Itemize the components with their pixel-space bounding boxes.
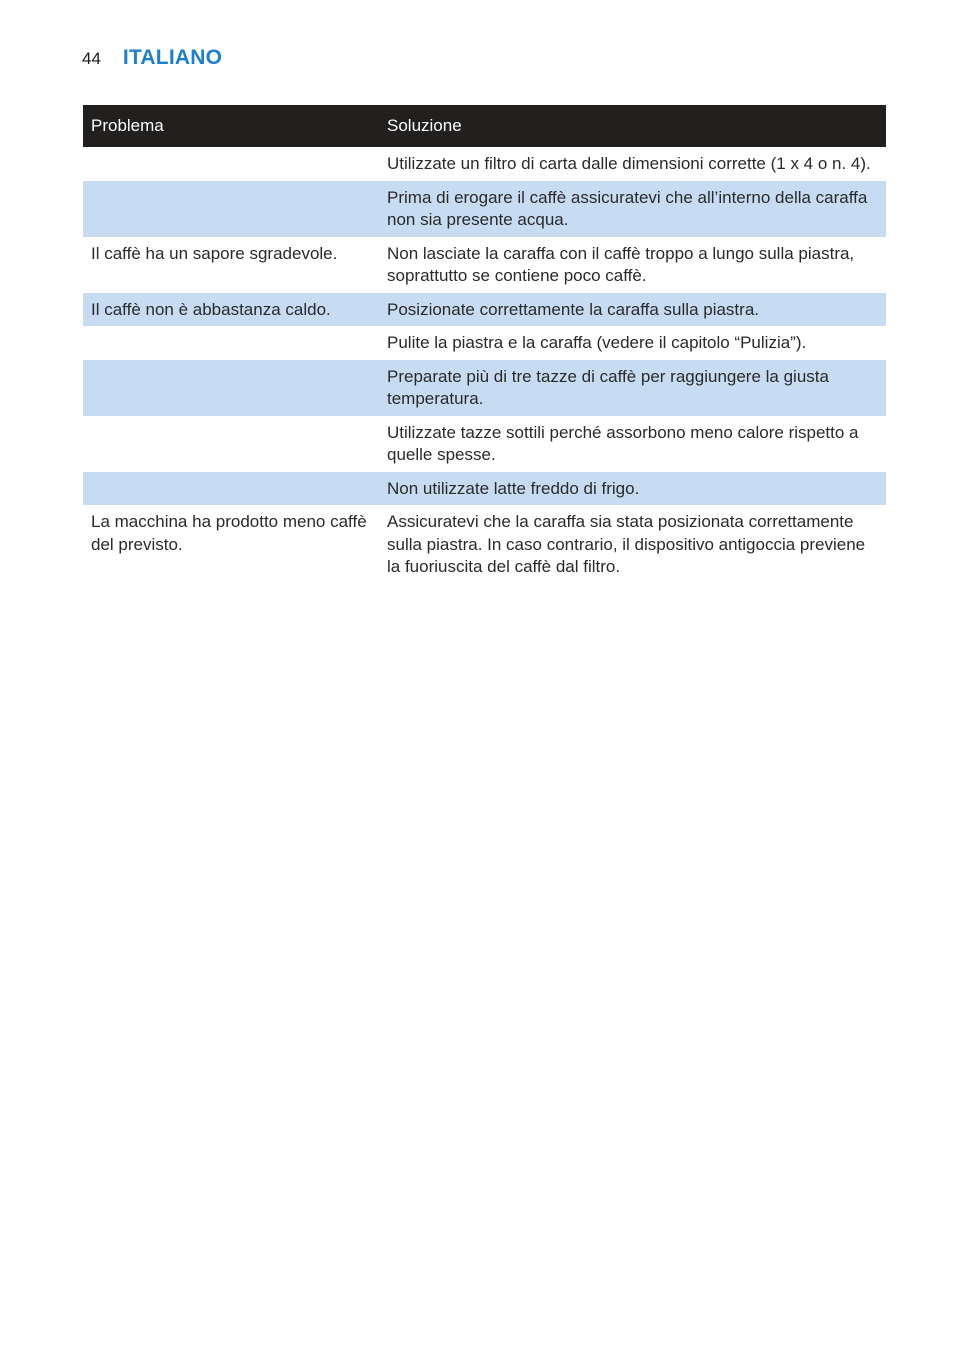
problem-cell: Il caffè non è abbastanza caldo.	[83, 293, 379, 327]
problem-cell	[83, 326, 379, 360]
table-row	[83, 181, 886, 237]
solution-cell: Utilizzate un filtro di carta dalle dimensioni corrette (1 x 4 o n. 4).	[387, 154, 871, 173]
problem-cell: La macchina ha prodotto meno caffè del previsto.	[91, 512, 367, 554]
solution-cell: Prima di erogare il caffè assicuratevi che all’interno della caraffa non sia presente acqua.	[379, 181, 886, 237]
column-header-problem: Problema	[83, 105, 379, 147]
table-row	[83, 360, 886, 416]
problem-cell	[83, 360, 379, 416]
page-number: 44	[82, 49, 101, 68]
problem-cell: Il caffè ha un sapore sgradevole.	[91, 243, 338, 263]
solution-cell: Pulite la piastra e la caraffa (vedere il capitolo “Pulizia”).	[387, 333, 807, 352]
table-row	[83, 293, 886, 327]
solution-cell: Utilizzate tazze sottili perché assorbono meno calore rispetto a quelle spesse.	[387, 422, 859, 464]
problem-cell	[83, 147, 379, 181]
table-header-row	[83, 105, 886, 147]
solution-cell: Non utilizzate latte freddo di frigo.	[379, 472, 886, 506]
solution-cell: Non lasciate la caraffa con il caffè troppo a lungo sulla piastra, soprattutto se contiene poco caffè.	[387, 243, 855, 285]
problem-cell	[83, 472, 379, 506]
solution-cell: Posizionate correttamente la caraffa sulla piastra.	[379, 293, 886, 327]
solution-cell: Assicuratevi che la caraffa sia stata posizionata correttamente sulla piastra. In caso contrario, il dispositivo antigoccia previene la fuoriuscita del caffè dal filtro.	[387, 512, 866, 576]
table-row	[83, 326, 886, 360]
table-row	[83, 505, 886, 584]
column-header-solution: Soluzione	[379, 105, 886, 147]
solution-cell: Preparate più di tre tazze di caffè per raggiungere la giusta temperatura.	[379, 360, 886, 416]
table-row	[83, 472, 886, 506]
table-row	[83, 147, 886, 181]
page-header	[82, 46, 222, 70]
problem-cell	[83, 416, 379, 472]
troubleshooting-table	[83, 105, 886, 584]
section-title: ITALIANO	[122, 46, 223, 69]
problem-cell	[83, 181, 379, 237]
table-row	[83, 416, 886, 472]
table-row	[83, 237, 886, 293]
